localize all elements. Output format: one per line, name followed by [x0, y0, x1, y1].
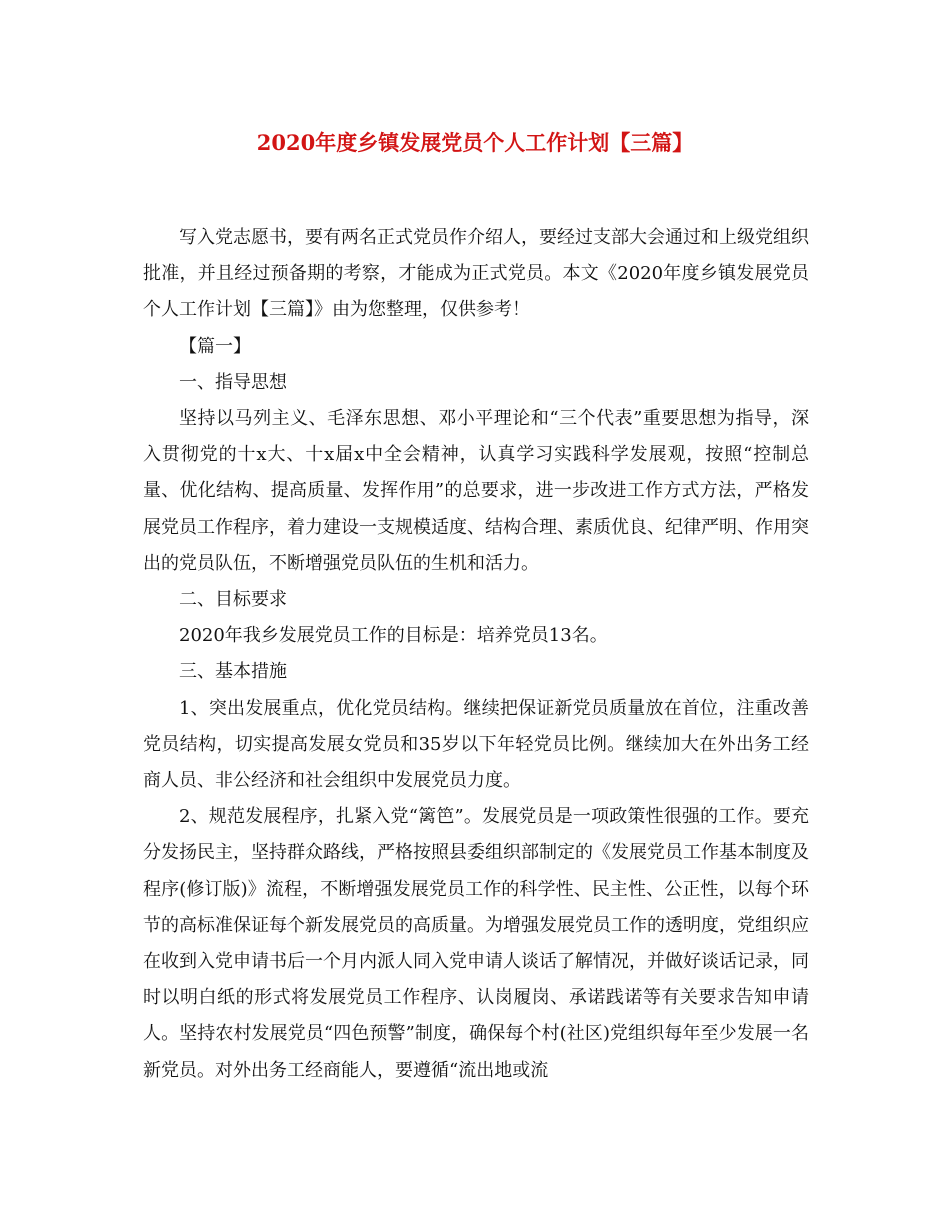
heading-basic-measures: 三、基本措施 — [179, 661, 287, 683]
document-body — [143, 220, 809, 1089]
measure-2-paragraph: 2、规范发展程序，扎紧入党“篱笆”。发展党员是一项政策性很强的工作。要充分发扬民主，坚持群众路线，严格按照县委组织部制定的《发展党员工作基本制度及程序(修订版)》流程，不断增强发展党员工作的科学性、民主性、公正性，以每个环节的高标准保证每个新发展党员的高质量。为增强发展党员工作的透明度，党组织应在收到入党申请书后一个月内派人同入党申请人谈话了解情况，并做好谈话记录，同时以明白纸的形式将发展党员工作程序、认岗履岗、承诺践诺等有关要求告知申请人。坚持农村发展党员“四色预警”制度，确保每个村(社区)党组织每年至少发展一名新党员。对外出务工经商能人，要遵循“流出地或流 — [143, 806, 809, 1081]
goals-paragraph: 2020年我乡发展党员工作的目标是：培养党员13名。 — [179, 625, 608, 647]
section-label-part-one: 【篇一】 — [179, 335, 251, 357]
intro-paragraph: 写入党志愿书，要有两名正式党员作介绍人，要经过支部大会通过和上级党组织批准，并且经过预备期的考察，才能成为正式党员。本文《2020年度乡镇发展党员个人工作计划【三篇】》由为您整理，仅供参考！ — [143, 227, 809, 321]
measure-1-paragraph: 1、突出发展重点，优化党员结构。继续把保证新党员质量放在首位，注重改善党员结构，切实提高发展女党员和35岁以下年轻党员比例。继续加大在外出务工经商人员、非公经济和社会组织中发展党员力度。 — [143, 697, 809, 792]
guiding-ideology-paragraph: 坚持以马列主义、毛泽东思想、邓小平理论和“三个代表”重要思想为指导，深入贯彻党的十x大、十x届x中全会精神，认真学习实践科学发展观，按照“控制总量、优化结构、提高质量、发挥作用”的总要求，进一步改进工作方式方法，严格发展党员工作程序，着力建设一支规模适度、结构合理、素质优良、纪律严明、作用突出的党员队伍，不断增强党员队伍的生机和活力。 — [143, 408, 809, 574]
heading-guiding-ideology: 一、指导思想 — [179, 371, 287, 393]
document-title: 2020年度乡镇发展党员个人工作计划【三篇】 — [256, 130, 694, 155]
heading-goals: 二、目标要求 — [179, 589, 287, 611]
